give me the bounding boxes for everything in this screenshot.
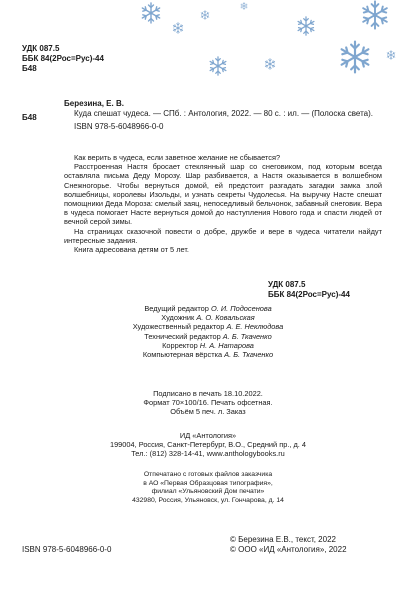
snowflake-icon — [296, 16, 316, 36]
credits — [40, 304, 376, 359]
annotation — [64, 153, 382, 254]
header-classification — [22, 44, 104, 74]
publisher-contact: Тел.: (812) 328-14-41, www.anthologybooks.ru — [131, 449, 285, 459]
snowflake-icon — [386, 50, 396, 60]
copyright — [230, 535, 347, 555]
snowflake-icon — [208, 56, 228, 76]
bib-margin-code: Б48 — [22, 113, 37, 122]
printer-line: в АО «Первая Образцовая типография», — [143, 479, 273, 487]
annotation-paragraph: На страницах сказочной повести о добре, дружбе и вере в чудеса читатели найдут интересные задания. — [64, 226, 382, 245]
copyright-line: © Березина Е.В., текст, 2022 — [230, 535, 336, 544]
publisher-address: 199004, Россия, Санкт-Петербург, В.О., Средний пр., д. 4 — [109, 440, 307, 450]
snowflake-icon — [240, 2, 248, 10]
printer-line: филиал «Ульяновский Дом печати» — [151, 488, 265, 496]
classification-udk: УДК 087.5 — [268, 280, 306, 289]
bib-entry: Куда спешат чудеса. — СПб. : Антология, 2022. — 80 с. : ил. — (Полоска света). — [74, 109, 373, 118]
print-info-line: Подписано в печать 18.10.2022. — [153, 389, 263, 398]
copyright-line: © ООО «ИД «Антология», 2022 — [230, 545, 347, 554]
credit-line: Художественный редактор А. Е. Неклюдова — [132, 322, 284, 332]
header-bbk: ББК 84(2Рос=Рус)-44 — [22, 54, 104, 63]
annotation-paragraph: Как верить в чудеса, если заветное желание не сбывается? — [74, 153, 281, 162]
publisher-name: ИД «Антология» — [179, 431, 237, 440]
classification-block — [268, 280, 350, 300]
credit-line: Компьютерная вёрстка А. Б. Ткаченко — [142, 350, 274, 360]
snowflake-icon — [360, 0, 390, 30]
header-udk: УДК 087.5 — [22, 44, 60, 53]
snowflake-icon — [200, 10, 210, 20]
snowflake-icon — [140, 2, 162, 24]
publisher — [40, 431, 376, 459]
header-code: Б48 — [22, 64, 37, 73]
printer-info — [40, 471, 376, 505]
snowflake-icon — [172, 22, 184, 34]
bib-record — [64, 99, 380, 132]
annotation-paragraph: Расстроенная Настя бросает стеклянный шар со снеговиком, под которым всегда оставляла письма Деду Морозу. Шар разбивается, а Настя оказывается в волшебном Снежногорье. Чтобы вернуться домой, ей предстоит разгадать загадки замка злой волшебницы, королевы Изольды, и узнать секреты Чудолесья. На выручку Насте спешат помощники Деда Мороза: смелый заяц, непоседливый бельчонок, забавный снеговик. Вера в чудеса помогает Насте вернуться домой до наступления Нового года и спасти людей от вечной серой зимы. — [64, 162, 382, 227]
bib-isbn: ISBN 978-5-6048966-0-0 — [74, 122, 164, 131]
credit-line: Корректор Н. А. Натарова — [162, 340, 254, 350]
footer-isbn: ISBN 978-5-6048966-0-0 — [22, 545, 112, 554]
print-info-line: Формат 70×100/16. Печать офсетная. — [143, 398, 273, 408]
snowflake-icon — [338, 40, 372, 74]
print-info — [60, 389, 356, 417]
classification-bbk: ББК 84(2Рос=Рус)-44 — [268, 290, 350, 299]
snowflake-icon — [264, 58, 276, 70]
credit-line: Технический редактор А. Б. Ткаченко — [144, 331, 272, 341]
print-info-line: Объём 5 печ. л. Заказ — [170, 407, 246, 417]
bib-author: Березина, Е. В. — [64, 99, 124, 108]
annotation-paragraph: Книга адресована детям от 5 лет. — [74, 245, 189, 255]
credit-line: Художник А. О. Ковальская — [161, 313, 255, 323]
printer-line: Отпечатано с готовых файлов заказчика — [143, 471, 273, 478]
printer-line: 432980, Россия, Ульяновск, ул. Гончарова, д. 14 — [132, 496, 284, 504]
credit-line: Ведущий редактор О. И. Подосенова — [144, 304, 272, 313]
